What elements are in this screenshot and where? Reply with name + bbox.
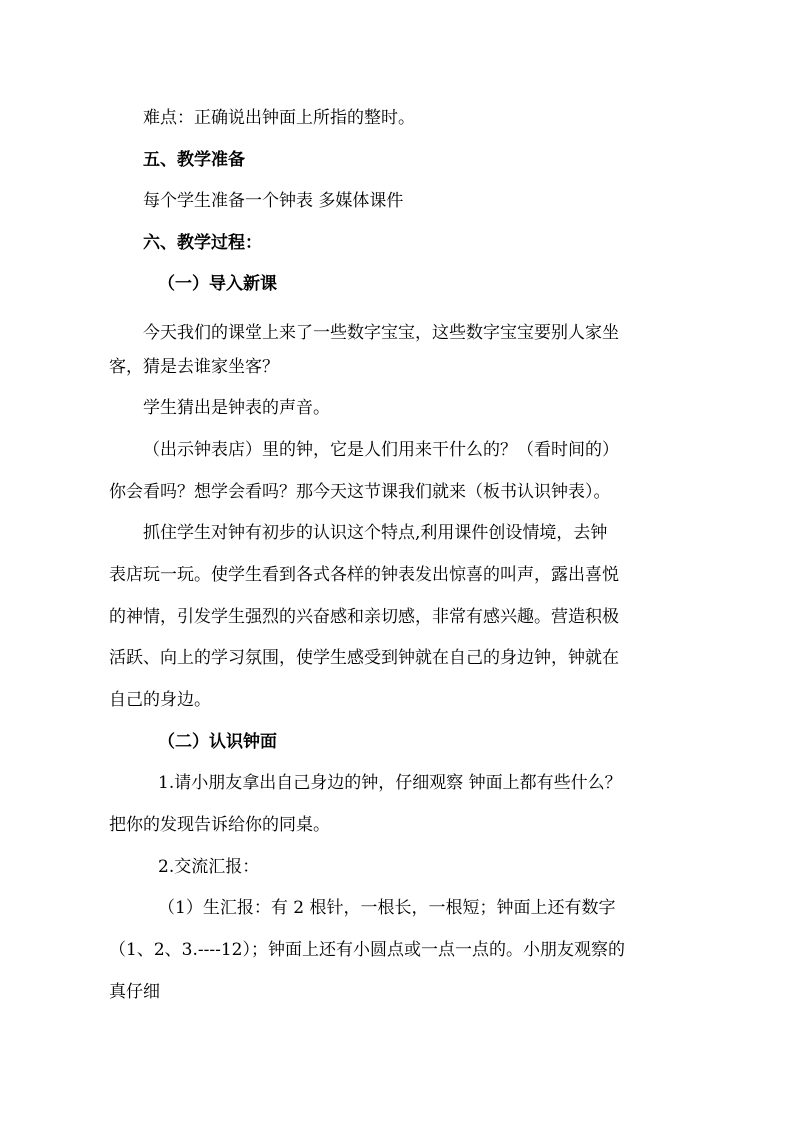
paragraph-line: 2.交流汇报： bbox=[158, 857, 260, 877]
paragraph-line: 学生猜出是钟表的声音。 bbox=[143, 398, 330, 418]
paragraph-line: 今天我们的课堂上来了一些数字宝宝，这些数字宝宝要别人家坐 bbox=[143, 323, 619, 343]
paragraph-line: 自己的身边。 bbox=[109, 690, 211, 710]
paragraph-line: 真仔细 bbox=[109, 982, 160, 1002]
paragraph-line: 的神情，引发学生强烈的兴奋感和亲切感，非常有感兴趣。营造积极 bbox=[109, 607, 619, 627]
paragraph-line: 你会看吗？想学会看吗？那今天这节课我们就来（板书认识钟表）。 bbox=[109, 482, 611, 502]
difficulty-line: 难点：正确说出钟面上所指的整时。 bbox=[143, 108, 415, 128]
paragraph-line: 1.请小朋友拿出自己身边的钟，仔细观察 钟面上都有些什么？ bbox=[158, 773, 622, 793]
preparation-line: 每个学生准备一个钟表 多媒体课件 bbox=[143, 191, 404, 211]
subsection-heading-intro: （一）导入新课 bbox=[158, 274, 277, 294]
paragraph-line: （1）生汇报：有 2 根针，一根长，一根短；钟面上还有数字 bbox=[158, 898, 616, 918]
subsection-heading-clock-face: （二）认识钟面 bbox=[158, 732, 277, 752]
paragraph-line: 表店玩一玩。使学生看到各式各样的钟表发出惊喜的叫声，露出喜悦 bbox=[109, 565, 619, 585]
paragraph-line: 抓住学生对钟有初步的认识这个特点,利用课件创设情境，去钟 bbox=[143, 523, 608, 543]
section-heading-preparation: 五、教学准备 bbox=[143, 150, 245, 170]
paragraph-line: （1、2、3.----12）；钟面上还有小圆点或一点一点的。小朋友观察的 bbox=[109, 940, 625, 960]
paragraph-line: 把你的发现告诉给你的同桌。 bbox=[109, 815, 330, 835]
paragraph-line: 活跃、向上的学习氛围，使学生感受到钟就在自己的身边钟，钟就在 bbox=[109, 648, 619, 668]
section-heading-process: 六、教学过程： bbox=[143, 233, 262, 253]
paragraph-line: （出示钟表店）里的钟，它是人们用来干什么的？（看时间的） bbox=[143, 440, 619, 460]
paragraph-line: 客，猜是去谁家坐客？ bbox=[109, 357, 279, 377]
